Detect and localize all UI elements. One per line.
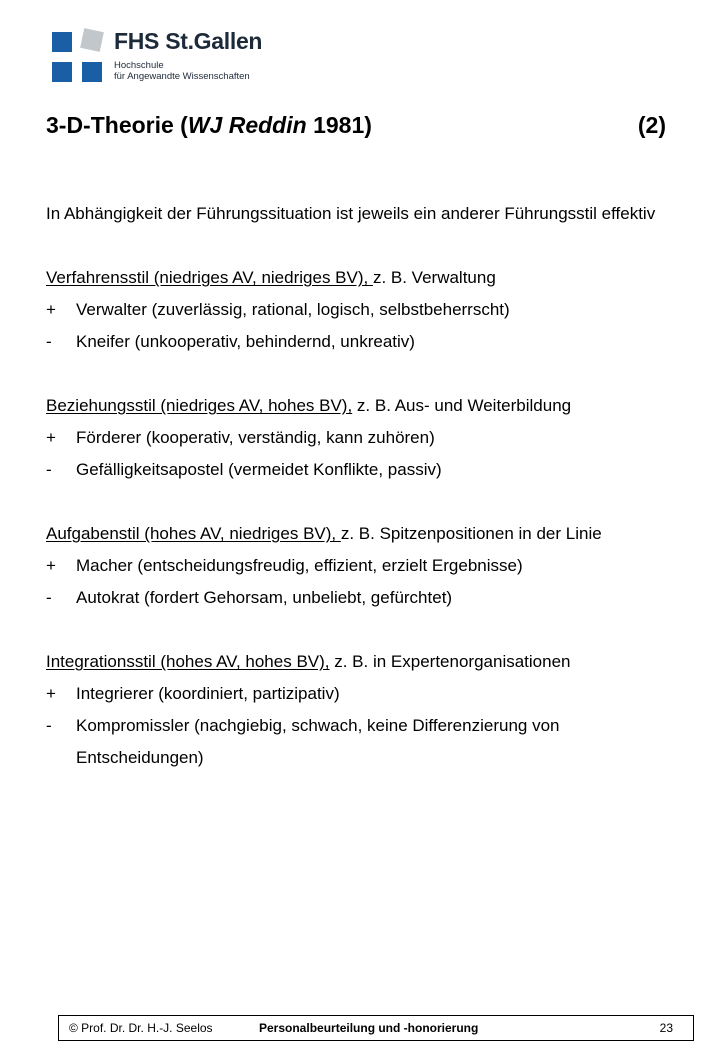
plus-symbol: + <box>46 300 56 319</box>
logo-square-blue-bottom-right <box>82 62 102 82</box>
section-beziehungsstil <box>46 390 682 486</box>
section-heading <box>46 390 682 422</box>
section-style-label: Beziehungsstil (niedriges AV, hohes BV), <box>46 396 353 415</box>
logo-square-grey <box>80 28 104 52</box>
section-style-label: Verfahrensstil (niedriges AV, niedriges BV), <box>46 268 373 287</box>
minus-symbol: - <box>46 332 52 351</box>
section-integrationsstil <box>46 646 682 774</box>
plus-symbol: + <box>46 428 56 447</box>
slide-content <box>46 198 682 774</box>
plus-symbol: + <box>46 556 56 575</box>
plus-item <box>46 550 682 582</box>
plus-item <box>46 678 682 710</box>
plus-item <box>46 294 682 326</box>
section-heading <box>46 262 682 294</box>
plus-item <box>46 422 682 454</box>
intro-text: In Abhängigkeit der Führungssituation ist jeweils ein anderer Führungsstil effektiv <box>46 204 656 223</box>
plus-text: Verwalter (zuverlässig, rational, logisch, selbstbeherrscht) <box>76 300 510 319</box>
minus-text: Kneifer (unkooperativ, behindernd, unkreativ) <box>76 332 415 351</box>
logo-name: FHS St.Gallen <box>114 28 263 54</box>
title-main: 3-D-Theorie ( <box>46 112 188 138</box>
logo-subtitle <box>114 60 250 82</box>
page-title <box>46 112 666 139</box>
section-style-label: Aufgabenstil (hohes AV, niedriges BV), <box>46 524 341 543</box>
plus-text: Förderer (kooperativ, verständig, kann zuhören) <box>76 428 435 447</box>
section-heading <box>46 646 682 678</box>
section-example: z. B. Aus- und Weiterbildung <box>352 396 572 415</box>
minus-item <box>46 710 682 774</box>
section-example: z. B. in Expertenorganisationen <box>329 652 571 671</box>
minus-text: Gefälligkeitsapostel (vermeidet Konflikte, passiv) <box>76 460 442 479</box>
logo-square-blue-top-left <box>52 32 72 52</box>
minus-symbol: - <box>46 716 52 735</box>
section-style-label: Integrationsstil (hohes AV, hohes BV), <box>46 652 330 671</box>
footer-course-title: Personalbeurteilung und -honorierung <box>259 1021 479 1035</box>
minus-text: Autokrat (fordert Gehorsam, unbeliebt, gefürchtet) <box>76 588 453 607</box>
logo-subtitle-line1: Hochschule <box>114 60 164 71</box>
minus-symbol: - <box>46 460 52 479</box>
minus-item <box>46 582 682 614</box>
plus-symbol: + <box>46 684 56 703</box>
plus-text: Integrierer (koordiniert, partizipativ) <box>76 684 340 703</box>
fhs-logo <box>52 28 282 88</box>
section-example: z. B. Spitzenpositionen in der Linie <box>340 524 602 543</box>
section-verfahrensstil <box>46 262 682 358</box>
title-author: WJ Reddin <box>187 112 307 138</box>
section-example: z. B. Verwaltung <box>372 268 496 287</box>
slide-footer <box>58 1015 694 1041</box>
footer-copyright: © Prof. Dr. Dr. H.-J. Seelos <box>69 1021 213 1035</box>
minus-symbol: - <box>46 588 52 607</box>
section-heading <box>46 518 682 550</box>
title-year: 1981) <box>306 112 372 138</box>
logo-square-blue-bottom-left <box>52 62 72 82</box>
section-aufgabenstil <box>46 518 682 614</box>
plus-text: Macher (entscheidungsfreudig, effizient, erzielt Ergebnisse) <box>76 556 523 575</box>
title-number: (2) <box>637 112 666 138</box>
minus-item <box>46 454 682 486</box>
minus-item <box>46 326 682 358</box>
footer-page-number: 23 <box>659 1021 673 1035</box>
minus-text: Kompromissler (nachgiebig, schwach, keine Differenzierung von Entscheidungen) <box>76 716 560 767</box>
logo-subtitle-line2: für Angewandte Wissenschaften <box>114 71 250 82</box>
